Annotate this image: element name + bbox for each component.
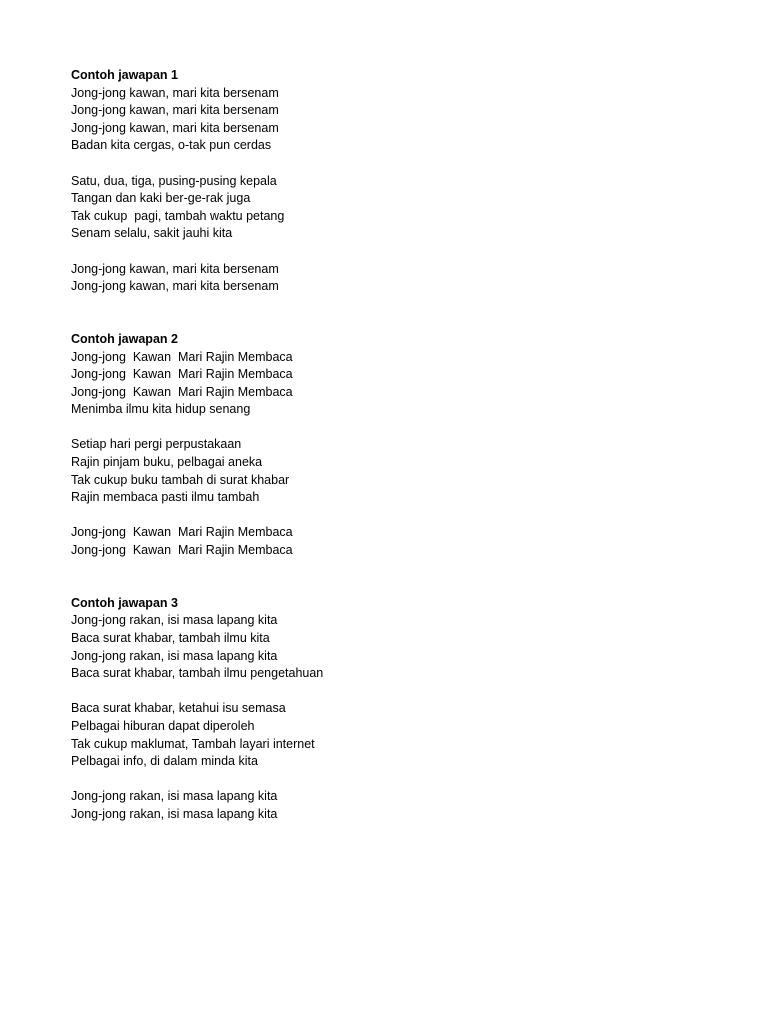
stanza-gap [71,683,711,701]
stanza-gap [71,507,711,525]
verse-line: Tak cukup buku tambah di surat khabar [71,472,290,487]
verse-line: Jong-jong kawan, mari kita bersenam [71,279,279,294]
verse-line: Pelbagai info, di dalam minda kita [71,754,258,769]
verse-line: Setiap hari pergi perpustakaan [71,437,242,452]
verse-line: Rajin pinjam buku, pelbagai aneka [71,455,263,470]
verse-line: Rajin membaca pasti ilmu tambah [71,490,260,505]
verse-line: Baca surat khabar, tambah ilmu kita [71,631,270,645]
verse-line: Satu, dua, tiga, pusing-pusing kepala [71,173,277,188]
answer-section-1 [71,67,711,296]
verse-line: Jong-jong kawan, mari kita bersenam [71,103,279,118]
section-gap [71,296,711,331]
verse-line: Badan kita cergas, o-tak pun cerdas [71,138,272,153]
stanza [71,261,711,296]
answer-section-3 [71,595,711,824]
verse-line: Jong-jong kawan, mari kita bersenam [71,85,279,100]
stanza-gap [71,243,711,261]
section-title: Contoh jawapan 1 [71,68,178,82]
stanza [71,700,711,770]
verse-line: Tak cukup maklumat, Tambah layari internet [71,736,315,751]
verse-line: Tak cukup pagi, tambah waktu petang [71,208,285,223]
verse-line: Jong-jong Kawan Mari Rajin Membaca [71,543,293,558]
verse-line: Jong-jong Kawan Mari Rajin Membaca [71,525,293,540]
verse-line: Baca surat khabar, ketahui isu semasa [71,701,286,716]
document-page [71,67,711,824]
verse-line: Jong-jong kawan, mari kita bersenam [71,261,279,276]
verse-line: Jong-jong rakan, isi masa lapang kita [71,789,278,804]
answer-section-2 [71,331,711,560]
section-title: Contoh jawapan 2 [71,331,178,346]
stanza [71,85,711,155]
stanza [71,173,711,243]
verse-line: Jong-jong Kawan Mari Rajin Membaca [71,349,293,364]
verse-line: Tangan dan kaki ber-ge-rak juga [71,191,251,206]
section-title: Contoh jawapan 3 [71,595,178,610]
stanza-gap [71,771,711,789]
stanza [71,436,711,506]
verse-line: Senam selalu, sakit jauhi kita [71,226,233,241]
stanza [71,349,711,419]
verse-line: Jong-jong rakan, isi masa lapang kita [71,648,278,663]
stanza [71,612,711,682]
stanza-gap [71,419,711,437]
stanza [71,524,711,559]
verse-line: Jong-jong kawan, mari kita bersenam [71,120,279,135]
section-gap [71,560,711,595]
verse-line: Jong-jong rakan, isi masa lapang kita [71,806,278,821]
verse-line: Jong-jong Kawan Mari Rajin Membaca [71,367,293,382]
verse-line: Pelbagai hiburan dapat diperoleh [71,718,255,733]
stanza-gap [71,155,711,173]
stanza [71,788,711,823]
verse-line: Jong-jong Kawan Mari Rajin Membaca [71,384,293,399]
verse-line: Menimba ilmu kita hidup senang [71,402,251,417]
verse-line: Baca surat khabar, tambah ilmu pengetahuan [71,666,324,681]
verse-line: Jong-jong rakan, isi masa lapang kita [71,613,278,628]
